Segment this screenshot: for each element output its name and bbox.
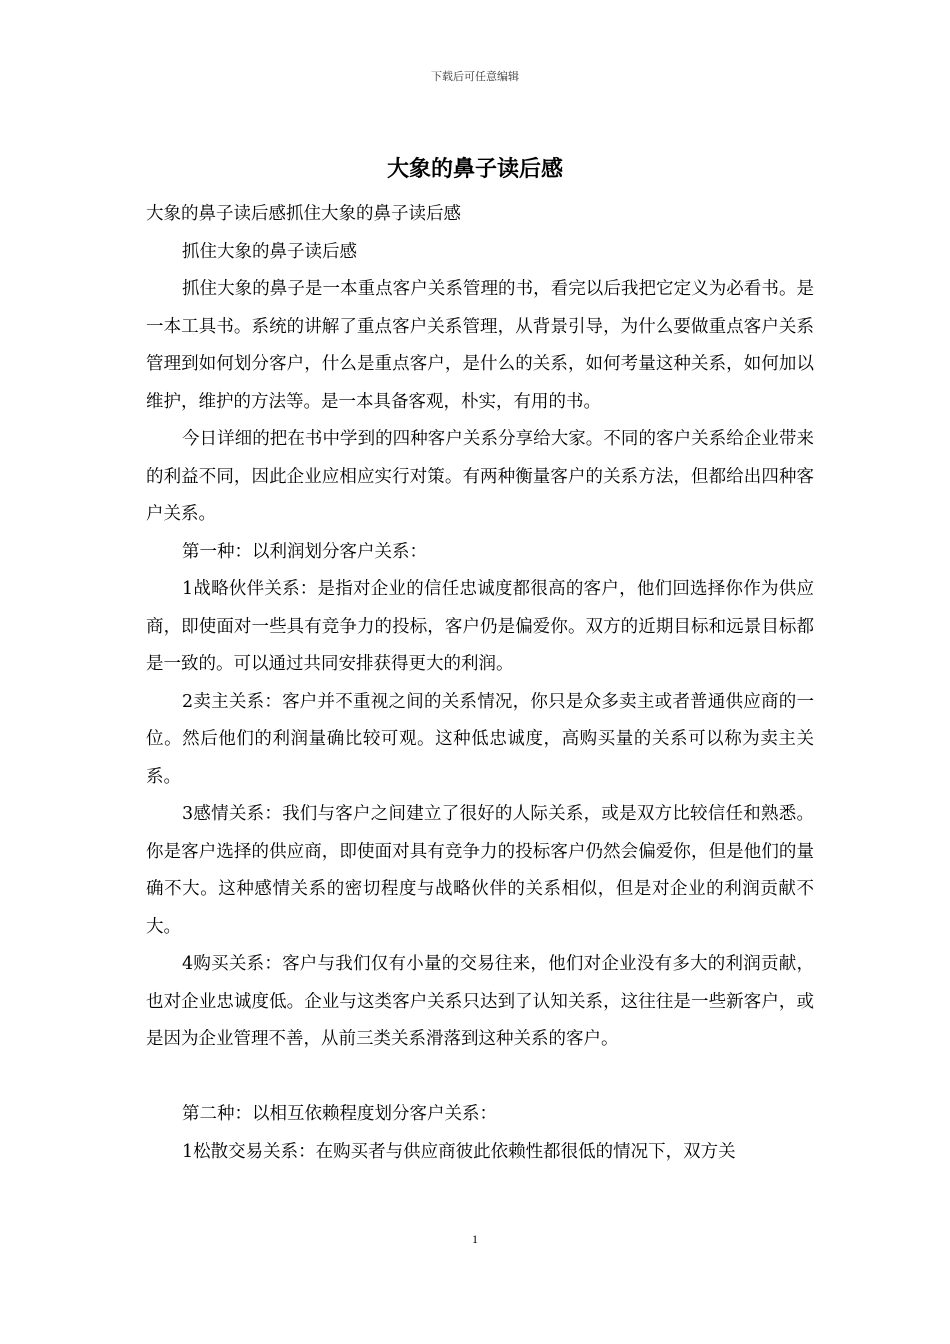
paragraph-purchase: 4购买关系：客户与我们仅有小量的交易往来，他们对企业没有多大的利润贡献，也对企业忠诚度低。企业与这类客户关系只达到了认知关系，这往往是一些新客户，或是因为企业管理不善，从前三类关系滑落到这种关系的客户。 — [146, 954, 814, 1049]
blank-line — [146, 1059, 814, 1097]
paragraph-strategic-partner: 1战略伙伴关系：是指对企业的信任忠诚度都很高的客户，他们回选择你作为供应商，即使面对一些具有竞争力的投标，客户仍是偏爱你。双方的近期目标和远景目标都是一致的。可以通过共同安排获得更大的利润。 — [146, 579, 814, 674]
document-title: 大象的鼻子读后感 — [386, 157, 563, 182]
paragraph-loose-transaction: 1松散交易关系：在购买者与供应商彼此依赖性都很低的情况下，双方关 — [182, 1141, 736, 1162]
paragraph-method-one: 第一种：以利润划分客户关系： — [182, 541, 427, 562]
document-body — [146, 196, 814, 1171]
paragraph-heading: 抓住大象的鼻子读后感 — [182, 241, 357, 262]
paragraph-share: 今日详细的把在书中学到的四种客户关系分享给大家。不同的客户关系给企业带来的利益不同，因此企业应相应实行对策。有两种衡量客户的关系方法，但都给出四种客户关系。 — [146, 429, 814, 524]
paragraph-subtitle: 大象的鼻子读后感抓住大象的鼻子读后感 — [146, 204, 461, 224]
paragraph-emotional: 3感情关系：我们与客户之间建立了很好的人际关系，或是双方比较信任和熟悉。你是客户选择的供应商，即使面对具有竞争力的投标客户仍然会偏爱你，但是他们的量确不大。这种感情关系的密切程度与战略伙伴的关系相似，但是对企业的利润贡献不大。 — [146, 804, 814, 937]
page-number: 1 — [472, 1232, 478, 1246]
paragraph-vendor: 2卖主关系：客户并不重视之间的关系情况，你只是众多卖主或者普通供应商的一位。然后他们的利润量确比较可观。这种低忠诚度，高购买量的关系可以称为卖主关系。 — [146, 691, 814, 787]
paragraph-intro: 抓住大象的鼻子是一本重点客户关系管理的书，看完以后我把它定义为必看书。是一本工具书。系统的讲解了重点客户关系管理，从背景引导，为什么要做重点客户关系管理到如何划分客户，什么是重点客户，是什么的关系，如何考量这种关系，如何加以维护，维护的方法等。是一本具备客观，朴实，有用的书。 — [146, 279, 814, 412]
header-note: 下载后可任意编辑 — [431, 70, 519, 83]
paragraph-method-two: 第二种：以相互依赖程度划分客户关系： — [182, 1104, 497, 1124]
